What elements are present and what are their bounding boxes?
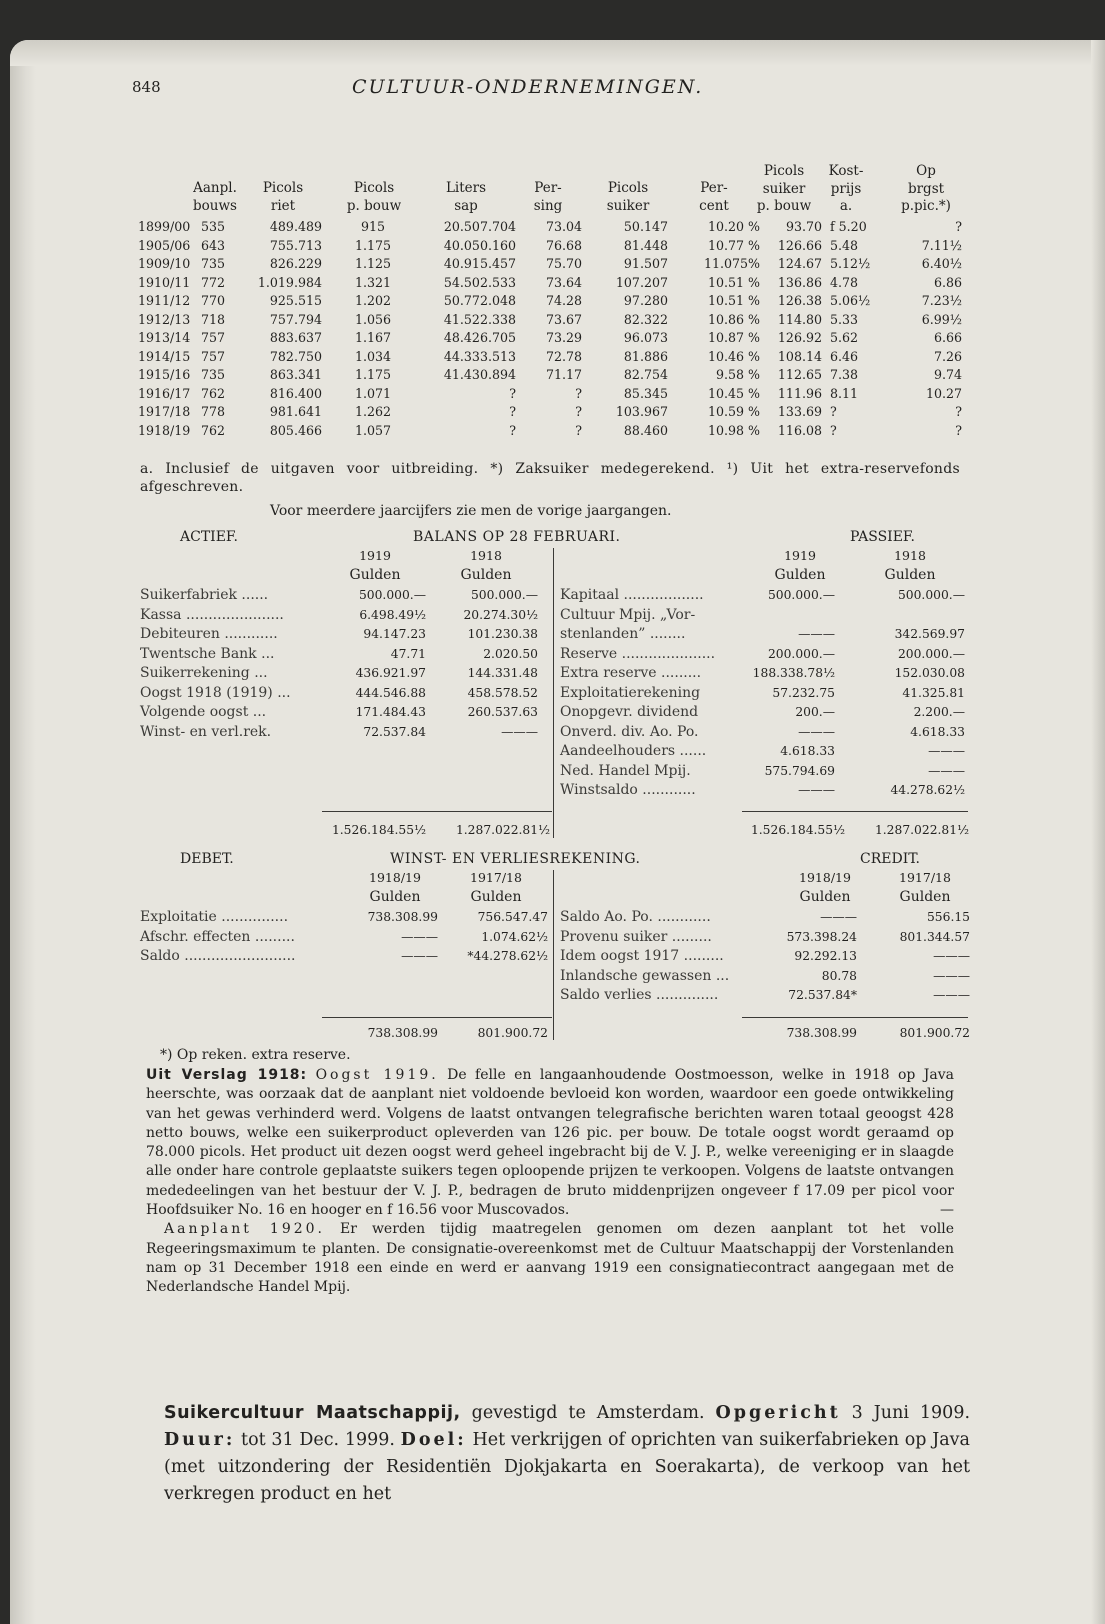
cell-percent: 10.87 % [707, 330, 760, 345]
balance-total: 1.526.184.55½ [331, 823, 426, 837]
column-header-brgst: Op brgst p.pic.*) [901, 163, 951, 214]
actief-1918: 260.537.63 [467, 705, 538, 719]
cell-percent: 10.98 % [707, 422, 760, 438]
actief-item: Twentsche Bank ... [140, 645, 275, 662]
table-row [140, 365, 980, 383]
column-unit: Gulden [460, 567, 512, 583]
cell-aanpl: 778 [200, 404, 226, 419]
cell-kost: 5.62 [830, 330, 859, 345]
cell-riet: 883.637 [269, 330, 322, 345]
actief-1918: 500.000.— [470, 588, 538, 602]
actief-1918: 144.331.48 [467, 666, 538, 680]
column-header-suikerpb: Picols suiker p. bouw [756, 163, 812, 214]
debet-item: Afschr. effecten ......... [140, 928, 295, 945]
cell-persing: ? [575, 422, 582, 438]
passief-1918: 342.569.97 [894, 627, 965, 641]
cell-suiker: 107.207 [615, 274, 668, 290]
debet-1917-18: 756.547.47 [477, 910, 548, 924]
actief-1918: 2.020.50 [483, 646, 538, 661]
cell-year: 1912/13 [138, 311, 191, 327]
actief-1918: ——— [501, 724, 538, 739]
actief-1919: 171.484.43 [355, 705, 426, 719]
cell-suiker: 103.967 [615, 404, 668, 419]
column-year: 1917/18 [470, 870, 522, 885]
cell-percent: 10.46 % [707, 348, 760, 364]
cell-percent: 10.86 % [707, 311, 760, 327]
cell-pbouw: 1.125 [354, 256, 392, 271]
cell-suiker: 82.754 [623, 367, 668, 382]
actief-1918: 458.578.52 [467, 685, 538, 700]
actief-1918: 20.274.30½ [463, 607, 538, 622]
cell-aanpl: 757 [200, 348, 226, 364]
passief-1919: 188.338.78½ [752, 666, 835, 680]
table-row [140, 384, 980, 402]
production-table [140, 163, 980, 463]
cell-pbouw: 1.057 [354, 422, 392, 438]
cell-suiker: 81.448 [623, 237, 668, 253]
passief-item: Cultuur Mpij. „Vor- [560, 606, 696, 623]
balance-right-label: PASSIEF. [850, 529, 915, 545]
company-entry: Suikercultuur Maatschappij, gevestigd te Amsterdam. Opgericht 3 Juni 1909. Duur: tot 31 Dec. 1999. Doel: Het verkrijgen of oprichten van suikerfabrieken op Java (met uitzondering der Residentiën Djokjakarta en Soerakarta), de verkoop van het verkregen product en het [164, 1403, 971, 1504]
passief-1919: 500.000.— [767, 588, 835, 602]
company-name: Suikercultuur Maatschappij, [164, 1403, 461, 1423]
passief-item: Aandeelhouders ...... [560, 743, 707, 759]
passief-1918: 44.278.62½ [890, 783, 965, 797]
cell-year: 1916/17 [138, 385, 191, 401]
cell-kost: f 5.20 [830, 219, 867, 234]
cell-percent: 10.20 % [707, 219, 760, 234]
page-spine-shadow [10, 40, 36, 1624]
passief-item: Onopgevr. dividend [560, 704, 699, 720]
column-unit: Gulden [799, 889, 851, 905]
column-unit: Gulden [899, 889, 951, 905]
column-header-suiker: Picols suiker [606, 180, 650, 214]
credit-1918-19: 573.398.24 [786, 929, 857, 944]
passief-1919: ——— [798, 724, 835, 739]
debet-1918-19: ——— [401, 949, 438, 963]
actief-item: Volgende oogst ... [140, 704, 267, 720]
actief-1919: 444.546.88 [355, 685, 426, 700]
column-unit: Gulden [774, 567, 826, 583]
table-row [140, 291, 980, 309]
aanplant-label: Aanplant 1920. [164, 1221, 325, 1238]
cell-sap: ? [509, 404, 516, 419]
cell-suikerpb: 136.86 [777, 274, 822, 290]
actief-item: Winst- en verl.rek. [140, 723, 272, 740]
column-year: 1918 [894, 548, 926, 563]
cell-persing: 73.67 [545, 311, 582, 327]
balance-title: BALANS OP 28 FEBRUARI. [413, 529, 621, 545]
column-header-percent: Per- cent [699, 180, 729, 214]
table-row [140, 236, 980, 254]
pl-footnote: *) Op reken. extra reserve. [160, 1047, 351, 1063]
cell-kost: 5.06½ [830, 293, 871, 308]
cell-suikerpb: 126.66 [777, 237, 822, 253]
cell-year: 1905/06 [138, 237, 191, 253]
pl-total: 738.308.99 [786, 1026, 857, 1040]
passief-item: Kapitaal .................. [560, 587, 704, 603]
cell-persing: 76.68 [545, 237, 582, 253]
credit-item: Saldo Ao. Po. ............ [560, 909, 711, 925]
cell-pbouw: 1.175 [354, 237, 392, 253]
cell-brgst: ? [955, 404, 962, 419]
cell-riet: 863.341 [269, 367, 322, 382]
cell-persing: 73.29 [545, 330, 582, 345]
cell-year: 1899/00 [138, 219, 191, 234]
cell-pbouw: 1.262 [354, 404, 392, 419]
cell-kost: ? [830, 404, 837, 419]
cell-aanpl: 770 [200, 293, 226, 308]
cell-aanpl: 762 [200, 422, 226, 438]
cell-riet: 816.400 [269, 385, 322, 401]
passief-1918: 200.000.— [897, 646, 965, 661]
balance-left-label: ACTIEF. [180, 529, 238, 545]
cell-kost: 6.46 [830, 348, 859, 364]
column-year: 1919 [784, 548, 816, 563]
cell-percent: 10.45 % [707, 385, 760, 401]
passief-1918: 152.030.08 [894, 666, 965, 680]
balance-total: 1.287.022.81½ [874, 823, 969, 837]
report-lead: Uit Verslag 1918: [146, 1067, 308, 1083]
cell-riet: 981.641 [269, 404, 322, 419]
cell-persing: 75.70 [545, 256, 582, 271]
cell-year: 1915/16 [138, 367, 191, 382]
cell-sap: 20.507.704 [443, 219, 516, 234]
passief-1918: 500.000.— [897, 588, 965, 602]
credit-item: Provenu suiker ......... [560, 928, 712, 945]
cell-riet: 1.019.984 [257, 274, 322, 290]
passief-1919: ——— [798, 783, 835, 797]
cell-sap: 41.430.894 [443, 367, 516, 382]
pl-title: WINST- EN VERLIESREKENING. [390, 851, 641, 867]
passief-1918: 4.618.33 [910, 724, 965, 739]
column-unit: Gulden [369, 889, 421, 905]
debet-item: Exploitatie ............... [140, 909, 289, 925]
passief-1918: 2.200.— [913, 705, 965, 719]
cell-riet: 925.515 [269, 293, 322, 308]
cell-aanpl: 757 [200, 330, 226, 345]
cell-persing: 72.78 [545, 348, 582, 364]
cell-kost: 4.78 [830, 274, 859, 290]
cell-kost: 5.48 [830, 237, 859, 253]
cell-pbouw: 1.321 [354, 274, 392, 290]
passief-item: Onverd. div. Ao. Po. [560, 723, 699, 740]
cell-sap: 48.426.705 [443, 330, 516, 345]
cell-sap: ? [509, 422, 516, 438]
cell-persing: ? [575, 404, 582, 419]
report-paragraph-1: Uit Verslag 1918: Oogst 1919. De felle en langaanhoudende Oostmoesson, welke in 1918 op Java heerschte, was oorzaak dat de aanplant niet voldoende bevloeid kon worden, waardoor een goede ontwikkeling van het gewas verhinderd werd. Volgens de laatst ontvangen telegrafische berichten waren totaal geoogst 428 netto bouws, welke een suikerproduct opleverden van 126 pic. per bouw. De totale oogst wordt geraamd op 78.000 picols. Het product uit dezen oogst werd geheel ingebracht bij de V. J. P., welke vereeniging er in slaagde alle onder hare controle geplaatste suikers tegen oploopende prijzen te verkoopen. Volgens de laatste ontvangen mededeelingen van het bestuur der V. J. P., bedragen de bruto middenprijzen ongeveer f 17.09 per picol voor Hoofdsuiker No. 16 en hooger en f 16.56 voor Muscovados. — [146, 1067, 954, 1219]
cell-aanpl: 643 [200, 237, 226, 253]
actief-item: Debiteuren ............ [140, 626, 278, 642]
cell-kost: 8.11 [830, 385, 859, 401]
cell-percent: 10.51 % [707, 293, 760, 308]
actief-1918: 101.230.38 [467, 627, 538, 641]
passief-item: Ned. Handel Mpij. [560, 762, 691, 779]
balance-total-line [742, 811, 968, 812]
cell-suiker: 91.507 [623, 256, 668, 271]
cell-pbouw: 1.175 [354, 367, 392, 382]
balance-total: 1.287.022.81½ [455, 823, 550, 837]
cell-aanpl: 735 [200, 256, 226, 271]
pl-total: 738.308.99 [367, 1026, 438, 1040]
credit-item: Idem oogst 1917 ......... [560, 948, 724, 964]
column-year: 1917/18 [899, 870, 951, 885]
table-row [140, 217, 980, 235]
cell-suiker: 96.073 [623, 330, 668, 345]
column-header-pbouw: Picols p. bouw [346, 180, 402, 214]
credit-1917-18: ——— [933, 968, 970, 983]
credit-item: Inlandsche gewassen ... [560, 967, 730, 984]
cell-suiker: 82.322 [623, 311, 668, 327]
cell-percent: 11.075% [703, 256, 760, 271]
credit-1918-19: ——— [820, 910, 857, 924]
credit-1918-19: 80.78 [821, 968, 857, 983]
report-text [146, 1066, 954, 1298]
column-year: 1918/19 [799, 870, 851, 885]
column-header-aanpl: Aanpl. bouws [193, 180, 237, 214]
passief-item: Exploitatierekening [560, 684, 701, 701]
pl-right-label: CREDIT. [860, 851, 920, 867]
cell-suikerpb: 124.67 [777, 256, 822, 271]
table-row [140, 254, 980, 272]
credit-1917-18: 801.344.57 [899, 929, 970, 944]
cell-year: 1917/18 [138, 404, 191, 419]
passief-1918: ——— [928, 744, 965, 758]
cell-suikerpb: 93.70 [785, 219, 822, 234]
column-header-kost: Kost- prijs a. [828, 163, 864, 214]
cell-pbouw: 915 [360, 219, 386, 234]
report-paragraph-2: Aanplant 1920. Er werden tijdig maatregelen genomen om dezen aanplant tot het volle Regeeringsmaximum te planten. De consignatie-overeenkomst met de Cultuur Maatschappij der Vorstenlanden nam op 31 December 1918 een einde en werd er aanvang 1919 een consignatiecontract aangegaan met de Nederlandsche Handel Mpij. [146, 1221, 954, 1296]
cell-percent: 10.51 % [707, 274, 760, 290]
cell-pbouw: 1.034 [354, 348, 392, 364]
passief-item: Reserve ..................... [560, 645, 716, 662]
passief-1919: 200.000.— [767, 646, 835, 661]
cell-suiker: 88.460 [623, 422, 668, 438]
passief-item: stenlanden” ........ [560, 626, 686, 642]
cell-aanpl: 535 [200, 219, 226, 234]
cell-persing: ? [575, 385, 582, 401]
actief-1919: 436.921.97 [355, 666, 426, 680]
credit-1917-18: 556.15 [926, 910, 970, 924]
actief-item: Suikerrekening ... [140, 665, 268, 681]
cell-brgst: 9.74 [933, 367, 962, 382]
cell-suiker: 85.345 [623, 385, 668, 401]
cell-suikerpb: 116.08 [777, 422, 822, 438]
cell-suikerpb: 133.69 [777, 404, 822, 419]
cell-sap: 54.502.533 [443, 274, 516, 290]
cell-brgst: 7.23½ [921, 293, 962, 308]
cell-pbouw: 1.167 [354, 330, 392, 345]
actief-1919: 500.000.— [358, 588, 426, 602]
cell-kost: ? [830, 422, 837, 438]
cell-year: 1913/14 [138, 330, 191, 345]
cell-aanpl: 735 [200, 367, 226, 382]
cell-year: 1911/12 [138, 293, 191, 308]
column-unit: Gulden [884, 567, 936, 583]
cell-sap: 40.050.160 [443, 237, 516, 253]
balance-total: 1.526.184.55½ [750, 823, 845, 837]
pl-total-line [322, 1017, 552, 1018]
actief-1919: 6.498.49½ [359, 607, 426, 622]
cell-sap: ? [509, 385, 516, 401]
table-row [140, 328, 980, 346]
cell-brgst: ? [955, 422, 962, 438]
cell-pbouw: 1.202 [354, 293, 392, 308]
table-row [140, 310, 980, 328]
debet-1917-18: 1.074.62½ [481, 929, 548, 944]
cell-persing: 73.64 [545, 274, 582, 290]
passief-item: Extra reserve ......... [560, 665, 702, 681]
debet-1918-19: ——— [401, 929, 438, 944]
cell-year: 1910/11 [138, 274, 191, 290]
debet-item: Saldo ......................... [140, 948, 296, 964]
cell-persing: 71.17 [545, 367, 582, 382]
cell-riet: 489.489 [269, 219, 322, 234]
pl-total-line [742, 1017, 968, 1018]
actief-1919: 47.71 [390, 646, 426, 661]
cell-persing: 73.04 [545, 219, 582, 234]
actief-1919: 72.537.84 [363, 724, 426, 739]
cell-riet: 826.229 [269, 256, 322, 271]
oogst-label: Oogst 1919. [315, 1067, 439, 1083]
cell-year: 1918/19 [138, 422, 191, 438]
actief-item: Kassa ...................... [140, 606, 284, 623]
passief-1919: 4.618.33 [780, 744, 835, 758]
cell-kost: 5.12½ [830, 256, 871, 271]
production-footnote: a. Inclusief de uitgaven voor uitbreiding. *) Zaksuiker medegerekend. ¹) Uit het extra-reservefonds afgeschreven. [140, 461, 960, 495]
column-unit: Gulden [349, 567, 401, 583]
cell-brgst: 7.11½ [921, 237, 962, 253]
passief-1918: ——— [928, 763, 965, 778]
cell-suiker: 81.886 [623, 348, 668, 364]
column-year: 1918 [470, 548, 502, 563]
cell-aanpl: 718 [200, 311, 226, 327]
column-unit: Gulden [470, 889, 522, 905]
cell-brgst: 6.66 [933, 330, 962, 345]
column-header-persing: Per- sing [533, 180, 563, 214]
cell-kost: 7.38 [830, 367, 859, 382]
pl-total: 801.900.72 [899, 1026, 970, 1040]
passief-1918: 41.325.81 [902, 685, 965, 700]
credit-1918-19: 92.292.13 [794, 949, 857, 963]
debet-1917-18: *44.278.62½ [467, 949, 548, 963]
cell-brgst: 6.40½ [921, 256, 962, 271]
cell-aanpl: 772 [200, 274, 226, 290]
cell-pbouw: 1.056 [354, 311, 392, 327]
cell-pbouw: 1.071 [354, 385, 392, 401]
cell-brgst: 10.27 [925, 385, 962, 401]
cell-suikerpb: 126.38 [777, 293, 822, 308]
balance-total-line [322, 811, 552, 812]
table-row [140, 347, 980, 365]
actief-1919: 94.147.23 [363, 627, 426, 641]
passief-1919: 575.794.69 [764, 763, 835, 778]
cell-suikerpb: 112.65 [777, 367, 822, 382]
cell-sap: 44.333.513 [443, 348, 516, 364]
table-row [140, 402, 980, 420]
credit-item: Saldo verlies .............. [560, 987, 719, 1003]
passief-1919: ——— [798, 627, 835, 641]
cell-brgst: 7.26 [933, 348, 962, 364]
cell-suikerpb: 111.96 [777, 385, 822, 401]
cell-percent: 10.77 % [707, 237, 760, 253]
cell-kost: 5.33 [830, 311, 859, 327]
cell-suiker: 50.147 [623, 219, 668, 234]
pl-total: 801.900.72 [477, 1026, 548, 1040]
cell-riet: 782.750 [269, 348, 322, 364]
credit-1918-19: 72.537.84* [788, 988, 857, 1002]
cell-sap: 50.772.048 [443, 293, 516, 308]
cell-year: 1909/10 [138, 256, 191, 271]
column-header-sap: Liters sap [445, 180, 487, 214]
actief-item: Oogst 1918 (1919) ... [140, 684, 291, 701]
credit-1917-18: ——— [933, 949, 970, 963]
table-row [140, 421, 980, 439]
cell-riet: 757.794 [269, 311, 322, 327]
table-row [140, 273, 980, 291]
credit-1917-18: ——— [933, 988, 970, 1002]
actief-item: Suikerfabriek ...... [140, 587, 269, 603]
page-number: 848 [132, 78, 161, 96]
cell-riet: 805.466 [269, 422, 322, 438]
column-year: 1919 [359, 548, 391, 563]
cell-sap: 41.522.338 [443, 311, 516, 327]
running-title: CULTUUR-ONDERNEMINGEN. [352, 76, 704, 98]
balance-divider [553, 548, 554, 838]
cell-brgst: 6.86 [933, 274, 962, 290]
cell-aanpl: 762 [200, 385, 226, 401]
cell-suikerpb: 114.80 [777, 311, 822, 327]
cell-riet: 755.713 [269, 237, 322, 253]
pl-divider [553, 870, 554, 1040]
pl-left-label: DEBET. [180, 851, 234, 867]
cell-brgst: ? [955, 219, 962, 234]
cell-percent: 10.59 % [707, 404, 760, 419]
passief-1919: 200.— [795, 705, 835, 719]
cell-brgst: 6.99½ [921, 311, 962, 327]
cell-year: 1914/15 [138, 348, 191, 364]
column-header-riet: Picols riet [262, 180, 304, 214]
cell-persing: 74.28 [545, 293, 582, 308]
more-years-note: Voor meerdere jaarcijfers zie men de vorige jaargangen. [270, 503, 672, 519]
cell-suikerpb: 108.14 [777, 348, 822, 364]
debet-1918-19: 738.308.99 [367, 910, 438, 924]
cell-percent: 9.58 % [715, 367, 760, 382]
cell-suikerpb: 126.92 [777, 330, 822, 345]
cell-sap: 40.915.457 [443, 256, 516, 271]
column-year: 1918/19 [369, 870, 421, 885]
passief-1919: 57.232.75 [772, 685, 835, 700]
cell-suiker: 97.280 [623, 293, 668, 308]
passief-item: Winstsaldo ............ [560, 782, 696, 798]
